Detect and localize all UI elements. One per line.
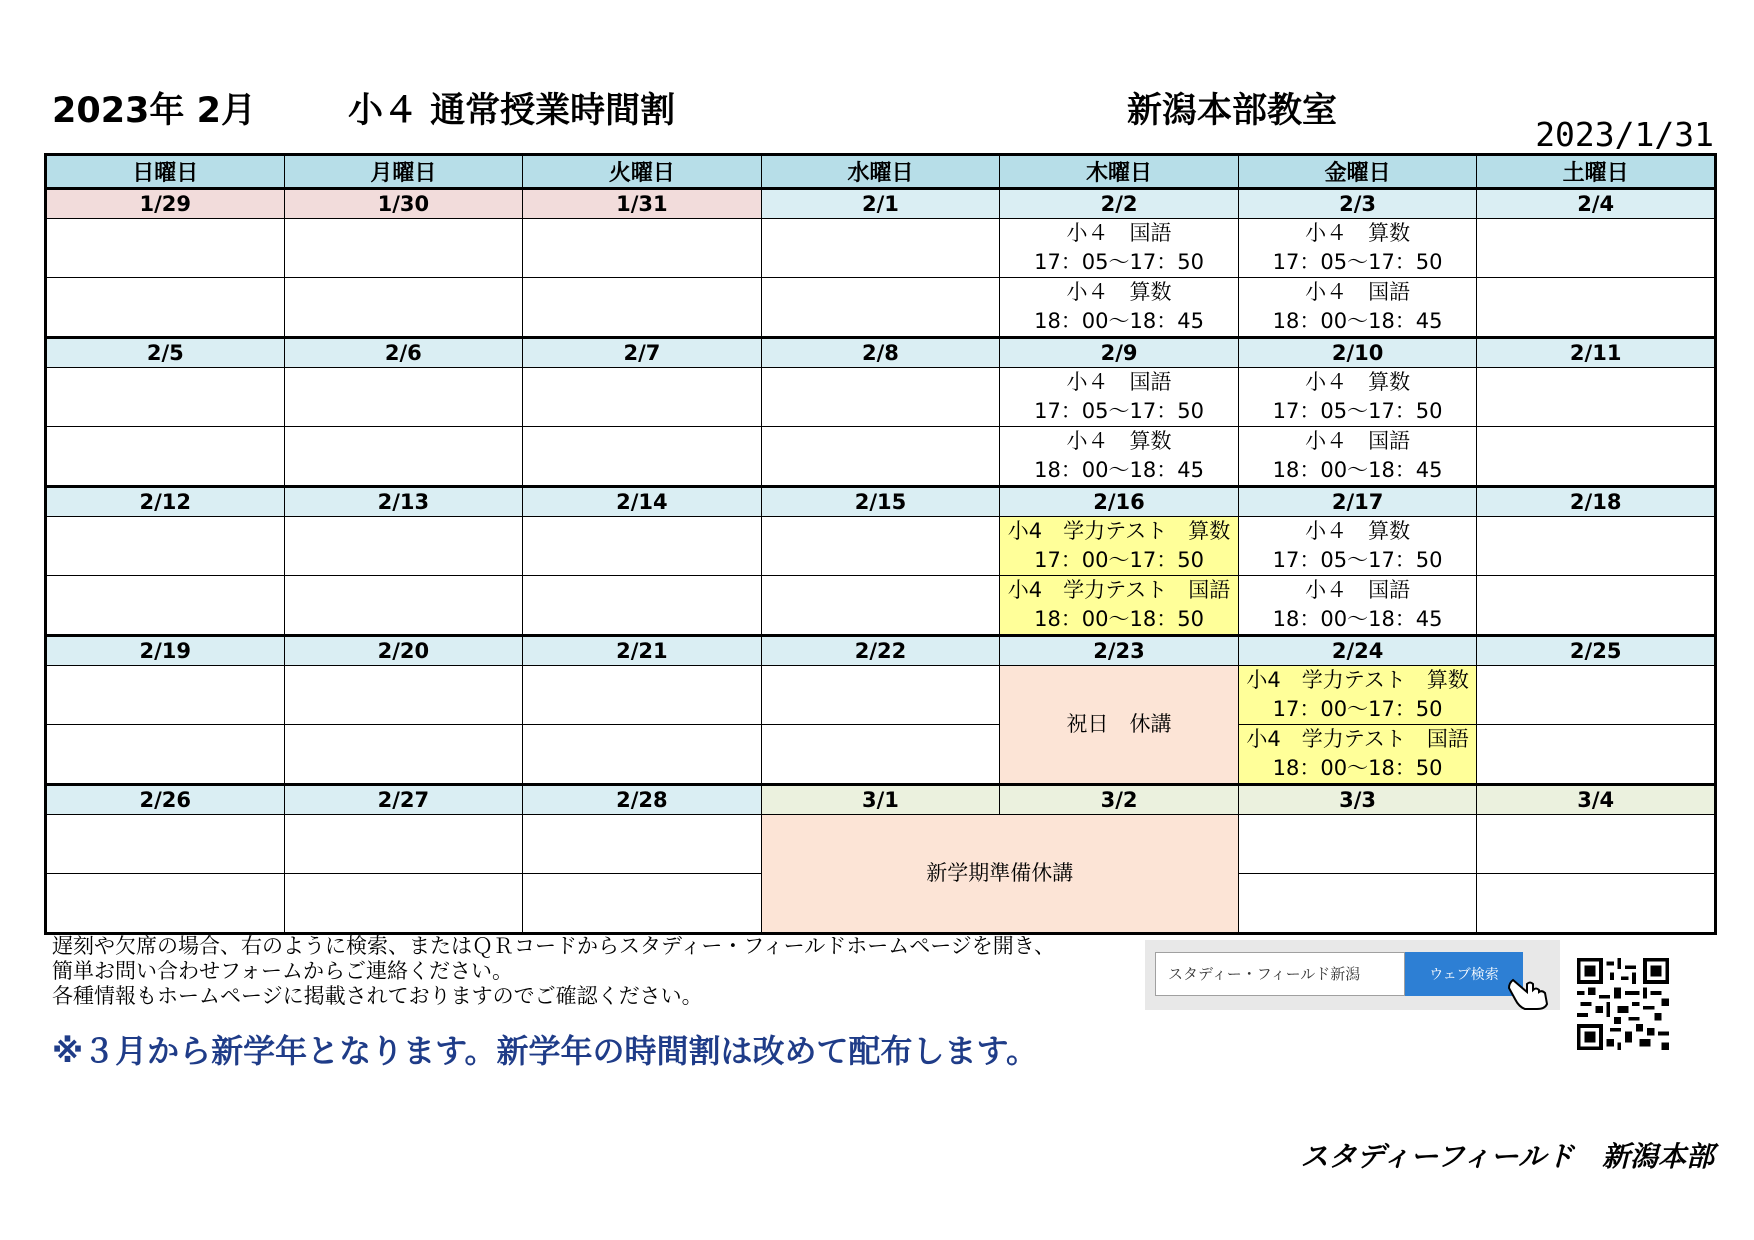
lesson-cell	[1238, 517, 1477, 576]
empty-cell	[46, 576, 285, 636]
empty-cell	[284, 815, 523, 874]
empty-cell	[761, 278, 1000, 338]
search-guide	[1145, 940, 1560, 1010]
empty-cell	[284, 576, 523, 636]
issue-date: 2023/1/31	[1535, 115, 1714, 154]
empty-cell	[1477, 725, 1716, 785]
empty-cell	[1238, 815, 1477, 874]
empty-cell	[523, 874, 762, 934]
lesson-cell	[1000, 576, 1239, 636]
lesson-subject: 小４ 算数	[1305, 370, 1411, 394]
lesson-cell	[1238, 368, 1477, 427]
empty-cell	[1477, 219, 1716, 278]
empty-cell	[523, 725, 762, 785]
lesson-cell	[1238, 219, 1477, 278]
lesson-time: 17：05～17：50	[1272, 250, 1443, 274]
empty-cell	[1477, 815, 1716, 874]
date-cell: 1/30	[284, 189, 523, 219]
empty-cell	[761, 219, 1000, 278]
lesson-cell	[1238, 427, 1477, 487]
lesson-time: 17：00～17：50	[1034, 548, 1204, 572]
lesson-time: 17：05～17：50	[1034, 399, 1204, 423]
date-cell: 2/25	[1477, 636, 1716, 666]
note-line: 遅刻や欠席の場合、右のように検索、またはＱＲコードからスタディー・フィールドホームページを開き、	[52, 934, 1055, 958]
weekday-header-row	[46, 155, 1716, 189]
lesson-slot-row	[46, 427, 1716, 487]
lesson-time: 18：00～18：45	[1272, 458, 1443, 482]
date-cell: 2/13	[284, 487, 523, 517]
empty-cell	[523, 666, 762, 725]
note-line: 簡単お問い合わせフォームからご連絡ください。	[52, 959, 513, 983]
lesson-cell	[1238, 725, 1477, 785]
lesson-subject: 小４ 国語	[1066, 370, 1172, 394]
lesson-subject: 小４ 国語	[1305, 578, 1411, 602]
lesson-cell	[1000, 368, 1239, 427]
empty-cell	[284, 219, 523, 278]
date-cell: 2/10	[1238, 338, 1477, 368]
empty-cell	[46, 517, 285, 576]
date-cell: 1/31	[523, 189, 762, 219]
date-cell: 2/20	[284, 636, 523, 666]
empty-cell	[761, 427, 1000, 487]
lesson-slot-row	[46, 278, 1716, 338]
empty-cell	[1477, 666, 1716, 725]
weekday-header: 月曜日	[284, 155, 523, 189]
lesson-slot-row	[46, 725, 1716, 785]
date-cell: 2/21	[523, 636, 762, 666]
empty-cell	[761, 517, 1000, 576]
empty-cell	[761, 368, 1000, 427]
lesson-cell	[1000, 278, 1239, 338]
empty-cell	[46, 368, 285, 427]
date-cell: 2/15	[761, 487, 1000, 517]
weekday-header: 土曜日	[1477, 155, 1716, 189]
empty-cell	[1477, 278, 1716, 338]
empty-cell	[284, 368, 523, 427]
lesson-cell	[1238, 576, 1477, 636]
lesson-slot-row	[46, 666, 1716, 725]
empty-cell	[284, 874, 523, 934]
date-row	[46, 189, 1716, 219]
empty-cell	[284, 666, 523, 725]
date-cell: 2/12	[46, 487, 285, 517]
date-cell: 2/26	[46, 785, 285, 815]
date-cell: 2/28	[523, 785, 762, 815]
date-cell: 2/18	[1477, 487, 1716, 517]
hand-pointer-icon	[1505, 974, 1553, 1010]
lesson-time: 18：00～18：45	[1272, 607, 1443, 631]
date-cell: 2/6	[284, 338, 523, 368]
empty-cell	[523, 815, 762, 874]
lesson-subject: 小４ 算数	[1066, 280, 1172, 304]
empty-cell	[46, 219, 285, 278]
lesson-subject: 小４ 国語	[1305, 280, 1411, 304]
term-break-cell: 新学期準備休講	[761, 815, 1238, 934]
lesson-subject: 小4 学力テスト 国語	[1007, 578, 1231, 602]
empty-cell	[1477, 517, 1716, 576]
note-line: 各種情報もホームページに掲載されておりますのでご確認ください。	[52, 984, 703, 1008]
date-row	[46, 487, 1716, 517]
date-cell: 2/3	[1238, 189, 1477, 219]
date-cell: 3/4	[1477, 785, 1716, 815]
organization-name: スタディーフィールド 新潟本部	[1300, 1140, 1714, 1173]
lesson-subject: 小４ 算数	[1066, 429, 1172, 453]
empty-cell	[1477, 576, 1716, 636]
date-row	[46, 338, 1716, 368]
timetable-calendar	[44, 153, 1717, 935]
lesson-cell	[1000, 219, 1239, 278]
empty-cell	[46, 725, 285, 785]
lesson-slot-row	[46, 368, 1716, 427]
date-cell: 3/2	[1000, 785, 1239, 815]
lesson-subject: 小４ 算数	[1305, 221, 1411, 245]
month-label: 2023年 2月	[52, 91, 256, 131]
new-year-notice: ※３月から新学年となります。新学年の時間割は改めて配布します。	[52, 1032, 1038, 1070]
date-cell: 2/23	[1000, 636, 1239, 666]
weekday-header: 金曜日	[1238, 155, 1477, 189]
empty-cell	[523, 427, 762, 487]
empty-cell	[523, 576, 762, 636]
page-title: 小４ 通常授業時間割	[348, 91, 676, 131]
empty-cell	[761, 725, 1000, 785]
empty-cell	[523, 368, 762, 427]
lesson-slot-row	[46, 815, 1716, 874]
lesson-cell	[1000, 517, 1239, 576]
lesson-slot-row	[46, 517, 1716, 576]
lesson-time: 18：00～18：45	[1272, 309, 1443, 333]
empty-cell	[46, 874, 285, 934]
date-cell: 3/3	[1238, 785, 1477, 815]
empty-cell	[284, 278, 523, 338]
lesson-time: 17：05～17：50	[1034, 250, 1204, 274]
date-cell: 2/16	[1000, 487, 1239, 517]
lesson-time: 17：05～17：50	[1272, 548, 1443, 572]
lesson-time: 18：00～18：50	[1034, 607, 1204, 631]
date-cell: 2/2	[1000, 189, 1239, 219]
lesson-subject: 小４ 算数	[1305, 519, 1411, 543]
lesson-time: 18：00～18：45	[1034, 309, 1204, 333]
empty-cell	[1477, 874, 1716, 934]
lesson-subject: 小4 学力テスト 算数	[1007, 519, 1231, 543]
web-search-button[interactable]: ウェブ検索	[1405, 952, 1523, 996]
empty-cell	[46, 427, 285, 487]
lesson-subject: 小４ 国語	[1066, 221, 1172, 245]
empty-cell	[46, 666, 285, 725]
empty-cell	[523, 219, 762, 278]
lesson-cell	[1238, 278, 1477, 338]
lesson-time: 17：05～17：50	[1272, 399, 1443, 423]
date-cell: 2/14	[523, 487, 762, 517]
date-cell: 2/19	[46, 636, 285, 666]
empty-cell	[1238, 874, 1477, 934]
lesson-subject: 小4 学力テスト 算数	[1246, 668, 1469, 692]
lesson-time: 18：00～18：50	[1272, 756, 1443, 780]
lesson-cell	[1238, 666, 1477, 725]
lesson-subject: 小4 学力テスト 国語	[1246, 727, 1469, 751]
weekday-header: 火曜日	[523, 155, 762, 189]
date-cell: 1/29	[46, 189, 285, 219]
holiday-cell: 祝日 休講	[1000, 666, 1239, 785]
date-cell: 2/4	[1477, 189, 1716, 219]
empty-cell	[761, 666, 1000, 725]
date-cell: 3/1	[761, 785, 1000, 815]
empty-cell	[761, 576, 1000, 636]
weekday-header: 木曜日	[1000, 155, 1239, 189]
date-cell: 2/7	[523, 338, 762, 368]
lesson-time: 18：00～18：45	[1034, 458, 1204, 482]
empty-cell	[1477, 368, 1716, 427]
empty-cell	[523, 278, 762, 338]
empty-cell	[284, 517, 523, 576]
date-row	[46, 785, 1716, 815]
date-cell: 2/1	[761, 189, 1000, 219]
empty-cell	[523, 517, 762, 576]
date-cell: 2/27	[284, 785, 523, 815]
empty-cell	[46, 815, 285, 874]
weekday-header: 水曜日	[761, 155, 1000, 189]
weekday-header: 日曜日	[46, 155, 285, 189]
date-row	[46, 636, 1716, 666]
date-cell: 2/11	[1477, 338, 1716, 368]
date-cell: 2/24	[1238, 636, 1477, 666]
empty-cell	[284, 725, 523, 785]
search-input[interactable]: スタディー・フィールド新潟	[1155, 952, 1405, 996]
date-cell: 2/22	[761, 636, 1000, 666]
date-cell: 2/5	[46, 338, 285, 368]
qr-code[interactable]	[1573, 958, 1673, 1050]
lesson-subject: 小４ 国語	[1305, 429, 1411, 453]
lesson-time: 17：00～17：50	[1272, 697, 1443, 721]
date-cell: 2/17	[1238, 487, 1477, 517]
lesson-slot-row	[46, 576, 1716, 636]
empty-cell	[284, 427, 523, 487]
date-cell: 2/9	[1000, 338, 1239, 368]
lesson-cell	[1000, 427, 1239, 487]
branch-name: 新潟本部教室	[1127, 91, 1338, 131]
date-cell: 2/8	[761, 338, 1000, 368]
empty-cell	[46, 278, 285, 338]
lesson-slot-row	[46, 219, 1716, 278]
empty-cell	[1477, 427, 1716, 487]
